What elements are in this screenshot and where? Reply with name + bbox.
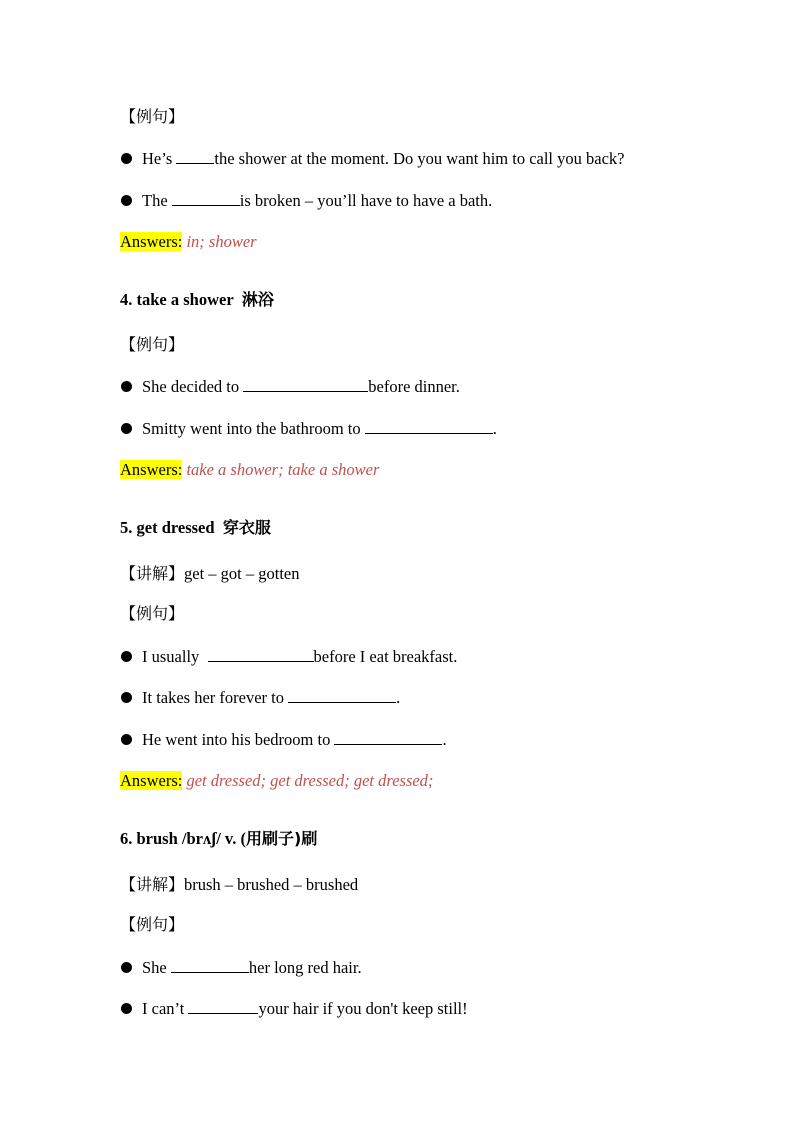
example-sentence: The is broken – you’ll have to have a bath.: [142, 191, 493, 210]
answer-blank: [365, 419, 493, 434]
answer-blank: [176, 149, 214, 164]
bullet-icon: [121, 423, 132, 434]
section-heading: 6. brush /brʌʃ/ v. (用刷子)刷: [120, 829, 318, 848]
bullet-icon: [121, 1003, 132, 1014]
example-label: 【例句】: [120, 107, 185, 126]
answer-blank: [243, 377, 368, 392]
answer-blank: [171, 958, 249, 973]
answers-line: Answers: in; shower: [120, 232, 257, 251]
example-sentence: I usually before I eat breakfast.: [142, 647, 458, 666]
example-sentence: I can’t your hair if you don't keep still!: [142, 999, 468, 1018]
answers-line: Answers: take a shower; take a shower: [120, 460, 380, 479]
example-sentence: He’s the shower at the moment. Do you want him to call you back?: [142, 149, 625, 168]
bullet-icon: [121, 692, 132, 703]
example-label: 【例句】: [120, 335, 185, 354]
answer-blank: [288, 688, 396, 703]
answer-blank: [208, 647, 314, 662]
answer-blank: [188, 999, 258, 1014]
example-sentence: He went into his bedroom to .: [142, 730, 447, 749]
answer-blank: [334, 730, 442, 745]
bullet-icon: [121, 651, 132, 662]
example-sentence: Smitty went into the bathroom to .: [142, 419, 497, 438]
bullet-icon: [121, 962, 132, 973]
explanation-line: 【讲解】brush – brushed – brushed: [120, 875, 359, 894]
explanation-line: 【讲解】get – got – gotten: [120, 564, 300, 583]
bullet-icon: [121, 153, 132, 164]
example-sentence: She decided to before dinner.: [142, 377, 460, 396]
bullet-icon: [121, 734, 132, 745]
section-heading: 4. take a shower 淋浴: [120, 290, 274, 309]
bullet-icon: [121, 195, 132, 206]
section-heading: 5. get dressed 穿衣服: [120, 518, 271, 537]
example-label: 【例句】: [120, 604, 185, 623]
example-sentence: She her long red hair.: [142, 958, 362, 977]
example-sentence: It takes her forever to .: [142, 688, 401, 707]
bullet-icon: [121, 381, 132, 392]
example-label: 【例句】: [120, 915, 185, 934]
answer-blank: [172, 191, 240, 206]
answers-line: Answers: get dressed; get dressed; get dressed;: [120, 771, 434, 790]
